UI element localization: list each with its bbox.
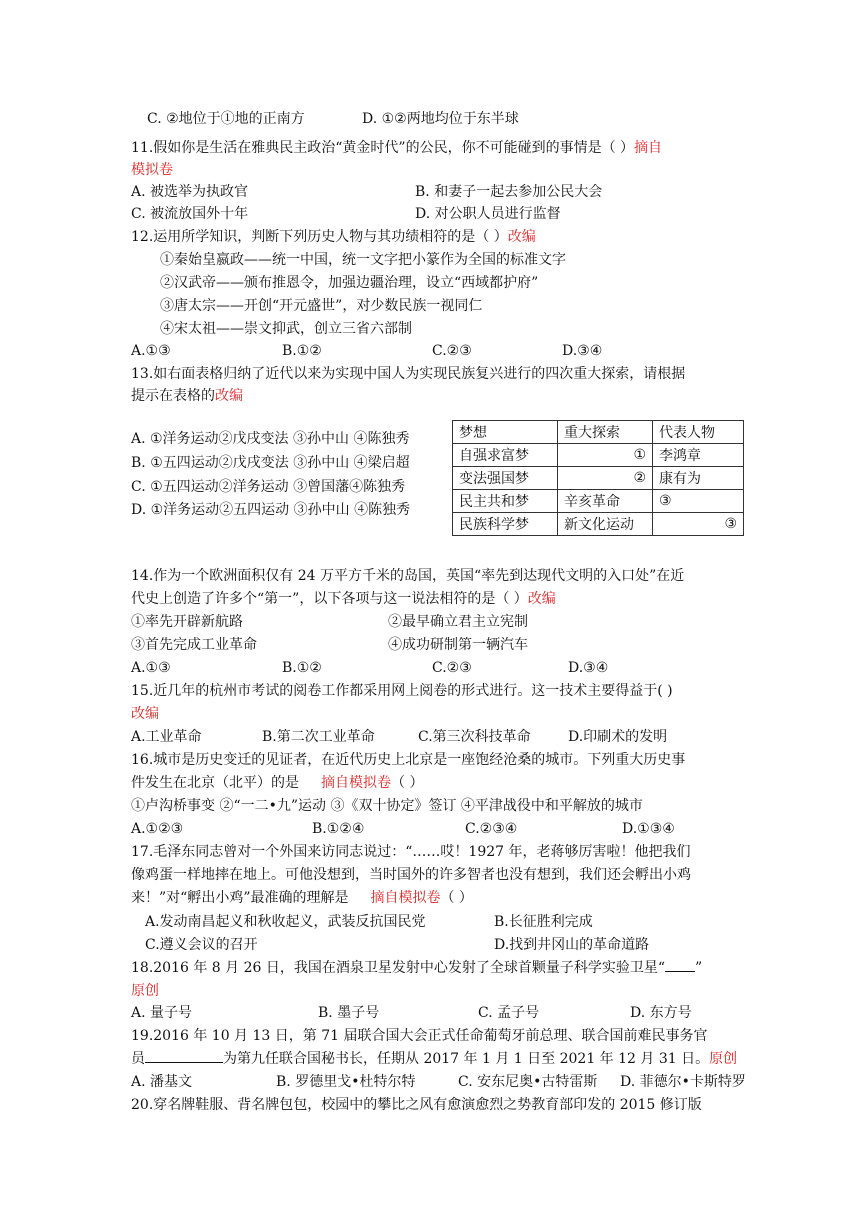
q14-stem: 14.作为一个欧洲面积仅有 24 万平方千米的岛国，英国“率先到达现代文明的入口处”在近 xyxy=(131,568,685,584)
q15-option-b: B.第二次工业革命 xyxy=(262,729,375,745)
q13-stem: 13.如右面表格归纳了近代以来为实现中国人为实现民族复兴进行的四次重大探索，请根据 xyxy=(131,366,686,382)
q17-stem-cont2: 来！”对“孵出小鸡”最准确的理解是 摘自模拟卷（ ） xyxy=(131,890,473,906)
q12-item: ②汉武帝——颁布推恩令，加强边疆治理，设立“西域都护府” xyxy=(160,275,539,291)
q17-option-c: C.遵义会议的召开 xyxy=(145,937,258,953)
q18-source-tag: 原创 xyxy=(131,983,159,999)
q18-stem: 18.2016 年 8 月 26 日，我国在酒泉卫星发射中心发射了全球首颗量子科学实验卫星“ ” xyxy=(131,957,702,979)
q19-stem: 19.2016 年 10 月 13 日，第 71 届联合国大会正式任命葡萄牙前总理、联合国前难民事务官 xyxy=(131,1028,708,1044)
q12-item: ③唐太宗——开创“开元盛世”，对少数民族一视同仁 xyxy=(160,298,483,314)
q16-option-b: B.①②④ xyxy=(312,821,365,837)
q13-source-tag: 改编 xyxy=(215,388,243,404)
q18-option-b: B. 墨子号 xyxy=(318,1005,380,1021)
q14-item: ③首先完成工业革命 xyxy=(131,637,257,653)
table-cell: 民主共和梦 xyxy=(453,490,558,513)
q13-stem-cont: 提示在表格的改编 xyxy=(131,388,243,404)
table-header-cell: 重大探索 xyxy=(558,421,653,444)
q12-option-b: B.①② xyxy=(282,343,322,359)
q19-source-tag: 原创 xyxy=(709,1051,738,1067)
q10-option-c: C. ②地位于①地的正南方 xyxy=(147,111,305,127)
table-header-cell: 代表人物 xyxy=(653,421,744,444)
q17-stem-cont: 像鸡蛋一样地摔在地上。可他没想到，当时国外的许多智者也没有想到，我们还会孵出小鸡 xyxy=(131,867,691,883)
table-cell: ① xyxy=(558,444,653,467)
q18-option-a: A. 量子号 xyxy=(131,1005,193,1021)
q12-option-a: A.①③ xyxy=(131,343,171,359)
table-row xyxy=(453,513,744,536)
q11-option-d: D. 对公职人员进行监督 xyxy=(415,206,561,222)
q17-option-d: D.找到井冈山的革命道路 xyxy=(494,937,650,953)
q12-source-tag: 改编 xyxy=(507,229,536,245)
q16-source-tag: 摘自模拟卷 xyxy=(321,775,391,791)
q18-option-d: D. 东方号 xyxy=(630,1005,692,1021)
q16-stem-cont: 件发生在北京（北平）的是 摘自模拟卷（ ） xyxy=(131,775,424,791)
table-cell: 变法强国梦 xyxy=(453,467,558,490)
q14-option-a: A.①③ xyxy=(131,660,171,676)
q15-source-tag: 改编 xyxy=(131,706,159,722)
q10-option-d: D. ①②两地均位于东半球 xyxy=(362,111,519,127)
q14-option-b: B.①② xyxy=(282,660,322,676)
table-row xyxy=(453,467,744,490)
q15-stem: 15.近几年的杭州市考试的阅卷工作都采用网上阅卷的形式进行。这一技术主要得益于( ) xyxy=(131,683,673,699)
q15-option-c: C.第三次科技革命 xyxy=(418,729,531,745)
table-cell: ③ xyxy=(653,513,744,536)
q12-option-d: D.③④ xyxy=(562,343,603,359)
q19-stem-cont: 员 为第九任联合国秘书长，任期从 2017 年 1 月 1 日至 2021 年 12 月 31 日。原创 xyxy=(131,1048,737,1070)
q14-item: ②最早确立君主立宪制 xyxy=(388,614,528,630)
q16-option-c: C.②③④ xyxy=(465,821,518,837)
q11-source-tag-cont: 模拟卷 xyxy=(131,162,173,178)
q15-option-d: D.印刷术的发明 xyxy=(568,729,668,745)
table-cell: 新文化运动 xyxy=(558,513,653,536)
q12-option-c: C.②③ xyxy=(432,343,472,359)
q14-option-c: C.②③ xyxy=(432,660,472,676)
q16-option-d: D.①③④ xyxy=(622,821,675,837)
dream-table xyxy=(452,420,744,536)
table-cell: ③ xyxy=(653,490,744,513)
q14-item: ④成功研制第一辆汽车 xyxy=(388,637,528,653)
table-row xyxy=(453,490,744,513)
q11-source-tag: 摘自 xyxy=(634,140,663,156)
q20-stem: 20.穿名牌鞋服、背名牌包包，校园中的攀比之风有愈演愈烈之势教育部印发的 2015 修订版 xyxy=(131,1097,702,1113)
q16-option-a: A.①②③ xyxy=(131,821,184,837)
q12-item: ①秦始皇嬴政——统一中国，统一文字把小篆作为全国的标准文字 xyxy=(160,252,566,268)
q11-option-a: A. 被选举为执政官 xyxy=(131,184,249,200)
answer-blank xyxy=(665,957,695,972)
q17-option-a: A.发动南昌起义和秋收起义，武装反抗国民党 xyxy=(145,914,426,930)
q19-option-a: A. 潘基文 xyxy=(131,1074,193,1090)
q18-option-c: C. 孟子号 xyxy=(478,1005,540,1021)
q19-option-c: C. 安东尼奥•古特雷斯 xyxy=(458,1074,598,1090)
q11-stem: 11.假如你是生活在雅典民主政治“黄金时代”的公民，你不可能碰到的事情是（ ）摘自 xyxy=(131,140,663,156)
table-cell: ② xyxy=(558,467,653,490)
q19-option-b: B. 罗德里戈•杜特尔特 xyxy=(276,1074,416,1090)
q12-stem: 12.运用所学知识，判断下列历史人物与其功绩相符的是（ ）改编 xyxy=(131,229,536,245)
q14-option-d: D.③④ xyxy=(568,660,609,676)
q14-source-tag: 改编 xyxy=(527,591,556,607)
q17-option-b: B.长征胜利完成 xyxy=(494,914,593,930)
table-cell: 辛亥革命 xyxy=(558,490,653,513)
q19-option-d: D. 菲德尔•卡斯特罗 xyxy=(620,1074,746,1090)
table-cell: 民族科学梦 xyxy=(453,513,558,536)
q15-option-a: A.工业革命 xyxy=(131,729,202,745)
q14-item: ①率先开辟新航路 xyxy=(131,614,243,630)
answer-blank xyxy=(145,1048,223,1063)
q13-option-b: B. ①五四运动②戊戌变法 ③孙中山 ④梁启超 xyxy=(131,455,410,471)
table-cell: 李鸿章 xyxy=(653,444,744,467)
table-cell: 康有为 xyxy=(653,467,744,490)
q16-stem: 16.城市是历史变迁的见证者，在近代历史上北京是一座饱经沧桑的城市。下列重大历史事 xyxy=(131,752,686,768)
q12-item: ④宋太祖——崇文抑武，创立三省六部制 xyxy=(160,321,412,337)
q14-stem-cont: 代史上创造了许多个“第一”，以下各项与这一说法相符的是（ ）改编 xyxy=(131,591,556,607)
q13-option-c: C. ①五四运动②洋务运动 ③曾国藩④陈独秀 xyxy=(131,479,406,495)
q13-option-d: D. ①洋务运动②五四运动 ③孙中山 ④陈独秀 xyxy=(131,502,411,518)
table-cell: 自强求富梦 xyxy=(453,444,558,467)
q11-option-c: C. 被流放国外十年 xyxy=(131,206,249,222)
table-header-cell: 梦想 xyxy=(453,421,558,444)
table-row xyxy=(453,444,744,467)
table-header-row xyxy=(453,421,744,444)
q11-option-b: B. 和妻子一起去参加公民大会 xyxy=(415,184,603,200)
q17-stem: 17.毛泽东同志曾对一个外国来访同志说过：“……哎！1927 年，老蒋够厉害啦！他把我们 xyxy=(131,844,691,860)
q16-items: ①卢沟桥事变 ②“一二•九”运动 ③《双十协定》签订 ④平津战役中和平解放的城市 xyxy=(131,798,643,814)
q17-source-tag: 摘自模拟卷 xyxy=(370,890,441,906)
q13-option-a: A. ①洋务运动②戊戌变法 ③孙中山 ④陈独秀 xyxy=(131,431,410,447)
